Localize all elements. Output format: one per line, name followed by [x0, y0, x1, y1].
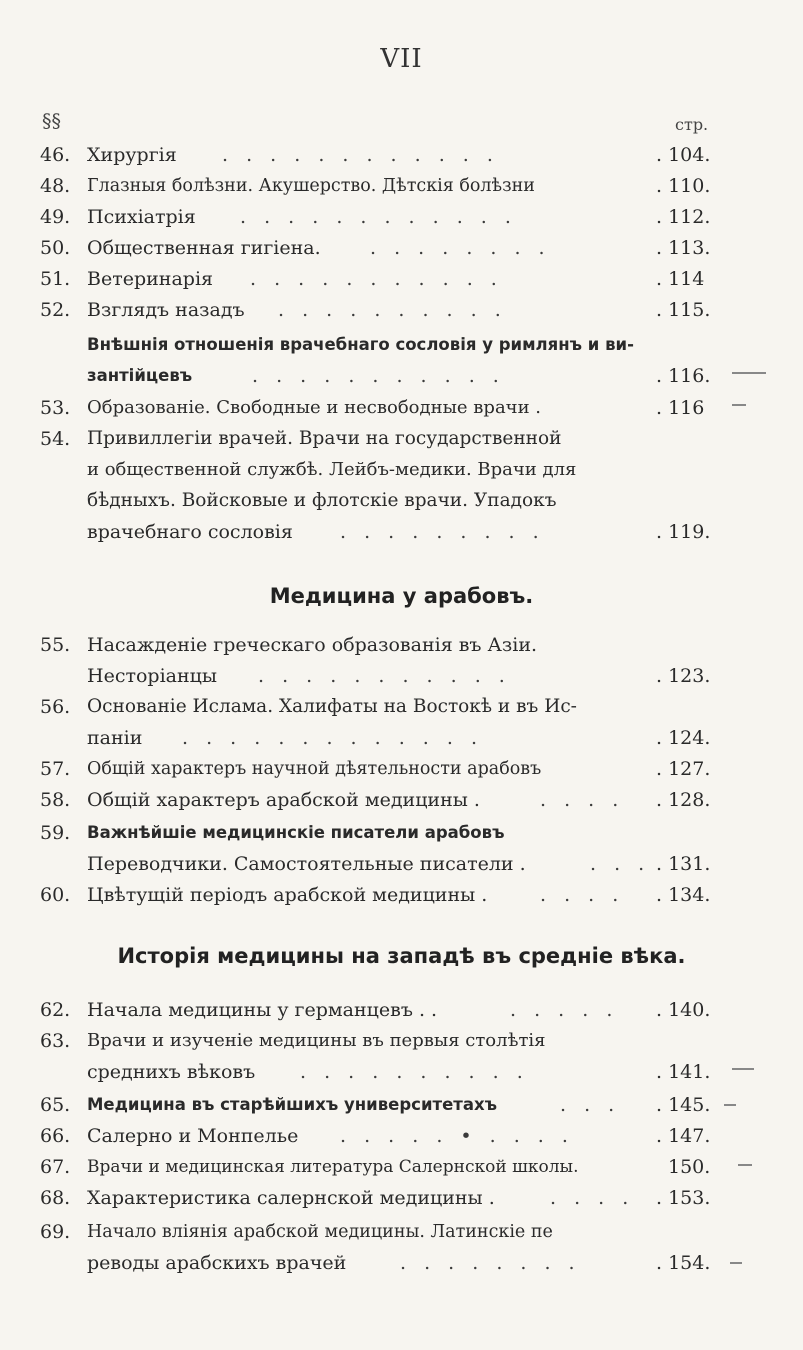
entry-title: реводы арабскихъ врачей	[87, 1252, 347, 1274]
toc-entry-continuation	[0, 1057, 803, 1087]
entry-title: Взглядъ назадъ	[87, 299, 245, 321]
toc-entry	[0, 424, 803, 454]
entry-title: Начала медицины у германцевъ . .	[87, 999, 438, 1021]
dot-leader: . . . . . . . .	[400, 1252, 581, 1274]
entry-number: 59.	[40, 822, 71, 844]
entry-number: 51.	[40, 268, 71, 290]
entry-title: Характеристика салернской медицины .	[87, 1187, 495, 1209]
entry-number: 52.	[40, 299, 71, 321]
toc-entry	[0, 202, 803, 232]
entry-page: . 141.	[656, 1061, 711, 1083]
page-column-header: стр.	[675, 115, 709, 134]
toc-entry	[0, 1090, 803, 1120]
entry-title: Общій характеръ научной дѣятельности арабовъ	[87, 759, 542, 779]
margin-mark	[732, 1068, 754, 1070]
toc-entry-continuation	[0, 849, 803, 879]
entry-page: . 134.	[656, 884, 711, 906]
entry-number: 69.	[40, 1221, 71, 1243]
entry-number: 58.	[40, 789, 71, 811]
entry-title: Насажденіе греческаго образованія въ Азіи.	[87, 634, 538, 656]
section-sign-header: §§	[42, 110, 61, 132]
toc-entry	[0, 1183, 803, 1213]
section-heading: Медицина у арабовъ.	[269, 584, 534, 608]
entry-number: 50.	[40, 237, 71, 259]
margin-mark	[724, 1104, 736, 1106]
dot-leader: . . . .	[540, 789, 625, 811]
toc-entry	[0, 1217, 803, 1247]
entry-title: Салерно и Монпелье	[87, 1125, 299, 1147]
toc-entry	[0, 880, 803, 910]
entry-title: зантійцевъ	[87, 366, 193, 385]
toc-entry-continuation	[0, 455, 803, 485]
dot-leader: . . . . . . . . . . . .	[222, 144, 499, 166]
toc-entry	[0, 1026, 803, 1056]
entry-page: . 127.	[656, 758, 711, 780]
entry-title: Переводчики. Самостоятельные писатели .	[87, 853, 526, 875]
toc-entry	[0, 393, 803, 423]
entry-page: . 124.	[656, 727, 711, 749]
entry-title: Начало вліянія арабской медицины. Латинскіе пе	[87, 1222, 553, 1242]
toc-entry	[0, 1121, 803, 1151]
entry-title: врачебнаго сословія	[87, 521, 293, 543]
entry-page: . 116.	[656, 365, 711, 387]
toc-entry	[0, 264, 803, 294]
entry-title: Привиллегіи врачей. Врачи на государственной	[87, 428, 562, 449]
toc-entry-continuation	[0, 661, 803, 691]
entry-page: . 112.	[656, 206, 711, 228]
toc-entry	[0, 140, 803, 170]
toc-entry	[0, 785, 803, 815]
entry-title: Врачи и изученіе медицины въ первыя столѣтія	[87, 1030, 546, 1051]
entry-number: 66.	[40, 1125, 71, 1147]
entry-page: . 114	[656, 268, 705, 290]
entry-title: Образованіе. Свободные и несвободные врачи .	[87, 397, 542, 418]
entry-title: бѣдныхъ. Войсковые и флотскіе врачи. Упадокъ	[87, 490, 557, 511]
entry-title: Глазныя болѣзни. Акушерство. Дѣтскія болѣзни	[87, 176, 535, 196]
section-heading: Исторія медицины на западѣ въ средніе вѣка.	[117, 944, 686, 968]
entry-number: 54.	[40, 428, 71, 450]
toc-entry	[0, 818, 803, 848]
entry-number: 55.	[40, 634, 71, 656]
entry-title: Общественная гигіена.	[87, 237, 321, 259]
margin-mark	[732, 404, 746, 406]
toc-entry-continuation	[0, 517, 803, 547]
entry-title: среднихъ вѣковъ	[87, 1061, 256, 1083]
entry-page: . 153.	[656, 1187, 711, 1209]
toc-entry	[0, 171, 803, 201]
margin-mark	[732, 372, 766, 374]
toc-entry	[0, 692, 803, 722]
dot-leader: . . . .	[550, 1187, 635, 1209]
toc-entry-continuation	[0, 723, 803, 753]
dot-leader: . . . . . . . . . .	[278, 299, 507, 321]
entry-title: Хирургія	[87, 144, 177, 166]
toc-entry	[0, 1152, 803, 1182]
entry-title: Психіатрія	[87, 206, 196, 228]
entry-number: 68.	[40, 1187, 71, 1209]
entry-page: . 123.	[656, 665, 711, 687]
entry-page: . 116	[656, 397, 705, 419]
entry-title: Несторіанцы	[87, 665, 217, 687]
entry-page: . 115.	[656, 299, 711, 321]
entry-page: . 128.	[656, 789, 711, 811]
entry-number: 65.	[40, 1094, 71, 1116]
toc-entry	[0, 995, 803, 1025]
toc-entry	[0, 754, 803, 784]
page-number: VII	[380, 44, 423, 74]
entry-number: 67.	[40, 1156, 71, 1178]
entry-page: . 113.	[656, 237, 711, 259]
dot-leader: . . .	[560, 1094, 621, 1116]
dot-leader: . . . . . • . . . .	[340, 1125, 574, 1147]
toc-entry-continuation	[0, 1248, 803, 1278]
entry-number: 49.	[40, 206, 71, 228]
margin-mark	[738, 1164, 752, 1166]
entry-page: . 104.	[656, 144, 711, 166]
entry-page: . 131.	[656, 853, 711, 875]
entry-title: Врачи и медицинская литература Салернской школы.	[87, 1157, 579, 1177]
entry-number: 60.	[40, 884, 71, 906]
entry-number: 62.	[40, 999, 71, 1021]
toc-entry-continuation	[0, 486, 803, 516]
entry-page: . 140.	[656, 999, 711, 1021]
dot-leader: . . . . . . . . . . .	[250, 268, 503, 290]
dot-leader: . . . . . . . . . . .	[252, 365, 505, 387]
dot-leader: . . .	[590, 853, 651, 875]
toc-entry	[0, 233, 803, 263]
entry-title: Общій характеръ арабской медицины .	[87, 789, 480, 811]
entry-number: 53.	[40, 397, 71, 419]
dot-leader: . . . . . . . .	[370, 237, 551, 259]
entry-title: Цвѣтущій періодъ арабской медицины .	[87, 884, 488, 906]
entry-page: . 154.	[656, 1252, 711, 1274]
margin-mark	[730, 1262, 742, 1264]
entry-page: 150.	[668, 1156, 711, 1178]
dot-leader: . . . . .	[510, 999, 619, 1021]
dot-leader: . . . . . . . . . . . .	[240, 206, 517, 228]
entry-page: . 147.	[656, 1125, 711, 1147]
entry-title: и общественной службѣ. Лейбъ-медики. Врачи для	[87, 459, 577, 480]
dot-leader: . . . .	[540, 884, 625, 906]
entry-title: паніи	[87, 727, 143, 749]
entry-number: 48.	[40, 175, 71, 197]
entry-title: Ветеринарія	[87, 268, 214, 290]
dot-leader: . . . . . . . . . . . . .	[182, 727, 483, 749]
entry-title: Медицина въ старѣйшихъ университетахъ	[87, 1095, 498, 1114]
entry-page: . 119.	[656, 521, 711, 543]
entry-title: Важнѣйшіе медицинскіе писатели арабовъ	[87, 823, 505, 842]
entry-number: 56.	[40, 696, 71, 718]
entry-number: 57.	[40, 758, 71, 780]
dot-leader: . . . . . . . . . .	[300, 1061, 529, 1083]
dot-leader: . . . . . . . . . . .	[258, 665, 511, 687]
entry-title: Внѣшнія отношенія врачебнаго сословія у римлянъ и ви-	[87, 335, 634, 354]
toc-entry	[0, 630, 803, 660]
toc-entry	[0, 330, 803, 360]
dot-leader: . . . . . . . . .	[340, 521, 545, 543]
entry-number: 46.	[40, 144, 71, 166]
entry-number: 63.	[40, 1030, 71, 1052]
entry-title: Основаніе Ислама. Халифаты на Востокѣ и въ Ис-	[87, 696, 577, 717]
entry-page: . 145.	[656, 1094, 711, 1116]
toc-entry-continuation	[0, 361, 803, 391]
entry-page: . 110.	[656, 175, 711, 197]
toc-entry	[0, 295, 803, 325]
